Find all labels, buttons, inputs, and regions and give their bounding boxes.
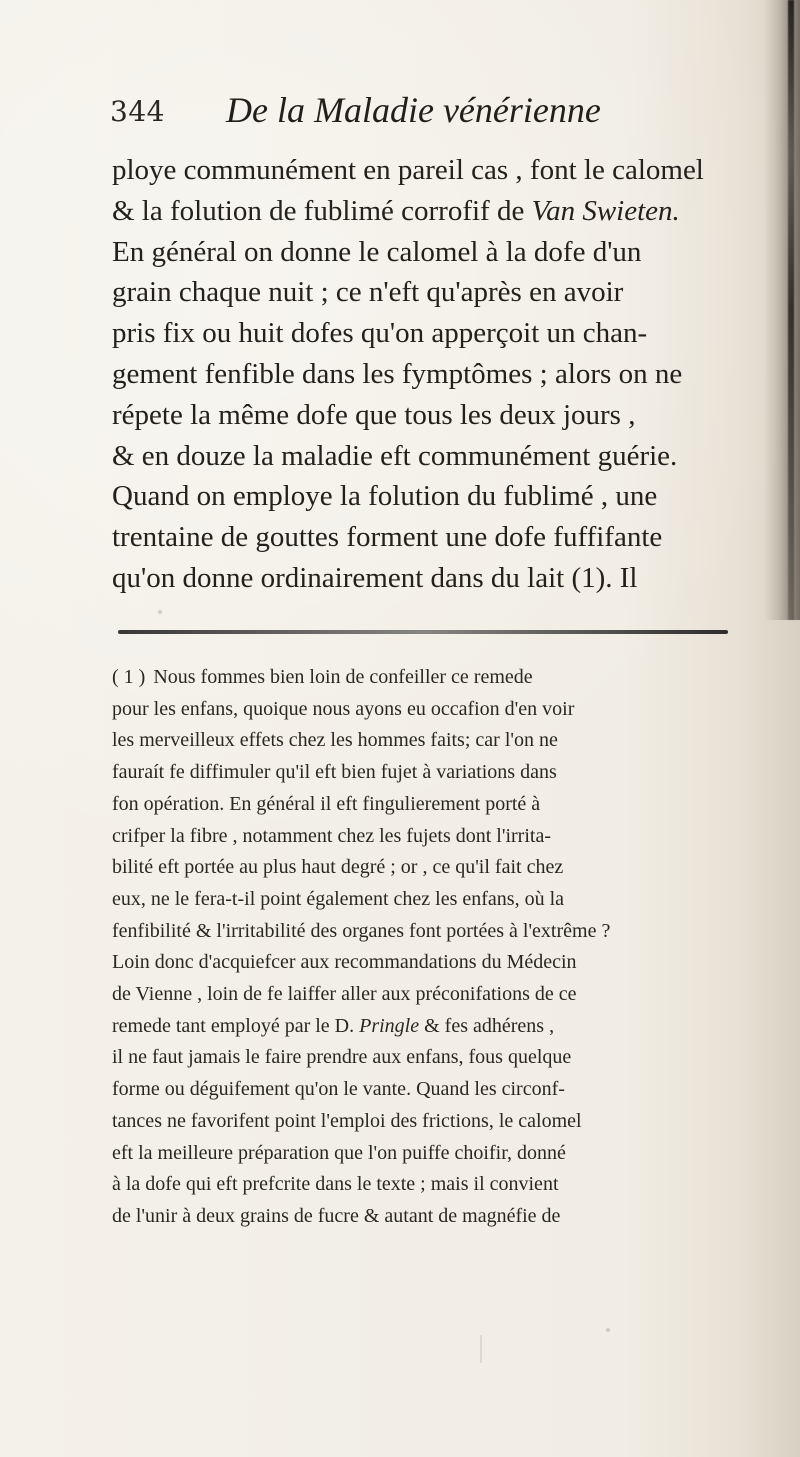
footnote-line: de Vienne , loin de fe laiffer aller aux préconifations de ce xyxy=(112,983,577,1006)
footnote-line: Loin donc d'acquiefcer aux recommandations du Médecin xyxy=(112,951,577,974)
footnote-line: forme ou déguifement qu'on le vante. Quand les circonf- xyxy=(112,1078,565,1101)
text-line: Quand on employe la folution du fublimé , une xyxy=(112,480,658,513)
footnote-line: crifper la fibre , notamment chez les fujets dont l'irrita- xyxy=(112,824,551,847)
footnote-line: de l'unir à deux grains de fucre & autant de magnéfie de xyxy=(112,1204,561,1227)
author-name: Pringle xyxy=(359,1014,420,1037)
footnote-line xyxy=(112,1011,742,1043)
footnote-line: tances ne favorifent point l'emploi des frictions, le calomel xyxy=(112,1109,582,1132)
paper-mark xyxy=(480,1335,482,1363)
text-line: pris fix ou huit dofes qu'on apperçoit un chan- xyxy=(112,317,648,350)
text-fragment: & la folution de fublimé corrofif de xyxy=(112,194,532,227)
footnote-line: bilité eft portée au plus haut degré ; or , ce qu'il fait chez xyxy=(112,856,564,879)
footnote-line: pour les enfans, quoique nous ayons eu occafion d'en voir xyxy=(112,697,575,720)
footnote-text: Nous fommes bien loin de confeiller ce remede xyxy=(153,666,533,688)
footnote-line: il ne faut jamais le faire prendre aux enfans, fous quelque xyxy=(112,1046,572,1069)
page-edge-shadow xyxy=(764,0,800,620)
footnote-line: eft la meilleure préparation que l'on puiffe choifir, donné xyxy=(112,1141,566,1164)
footnote-line: fenfibilité & l'irritabilité des organes font portées à l'extrême ? xyxy=(112,919,611,942)
main-body-text xyxy=(112,150,742,599)
text-line: gement fenfible dans les fymptômes ; alors on ne xyxy=(112,357,683,390)
text-line: répete la même dofe que tous les deux jours , xyxy=(112,398,636,431)
author-name: Van Swieten. xyxy=(531,194,680,227)
footnote-marker: ( 1 ) xyxy=(112,666,146,688)
page-header xyxy=(110,90,670,145)
footnote-line: fon opération. En général il eft fingulierement porté à xyxy=(112,792,541,815)
footnote-line: eux, ne le fera-t-il point également chez les enfans, où la xyxy=(112,887,565,910)
text-line: & en douze la maladie eft communément guérie. xyxy=(112,439,678,472)
text-line: grain chaque nuit ; ce n'eft qu'après en avoir xyxy=(112,276,624,309)
footnote-line: fauraít fe diffimuler qu'il eft bien fujet à variations dans xyxy=(112,761,557,784)
text-line: ploye communément en pareil cas , font le calomel xyxy=(112,154,704,186)
paper-speck xyxy=(158,610,162,614)
text-line: En général on donne le calomel à la dofe d'un xyxy=(112,235,642,268)
footnote-text: & fes adhérens , xyxy=(419,1014,555,1037)
running-head: De la Maladie vénérienne xyxy=(226,90,601,130)
text-line: qu'on donne ordinairement dans du lait (1). Il xyxy=(112,561,638,594)
footnote-line xyxy=(112,662,742,694)
footnote-line: les merveilleux effets chez les hommes faits; car l'on ne xyxy=(112,729,558,752)
paper-speck xyxy=(606,1328,610,1332)
page-number: 344 xyxy=(110,95,165,128)
text-line: trentaine de gouttes forment une dofe fuffifante xyxy=(112,521,663,554)
text-line xyxy=(112,191,742,232)
footnote-rule xyxy=(118,630,728,634)
footnote-block xyxy=(112,662,742,1233)
footnote-text: remede tant employé par le D. xyxy=(112,1014,360,1037)
footnote-line: à la dofe qui eft prefcrite dans le texte ; mais il convient xyxy=(112,1173,559,1196)
